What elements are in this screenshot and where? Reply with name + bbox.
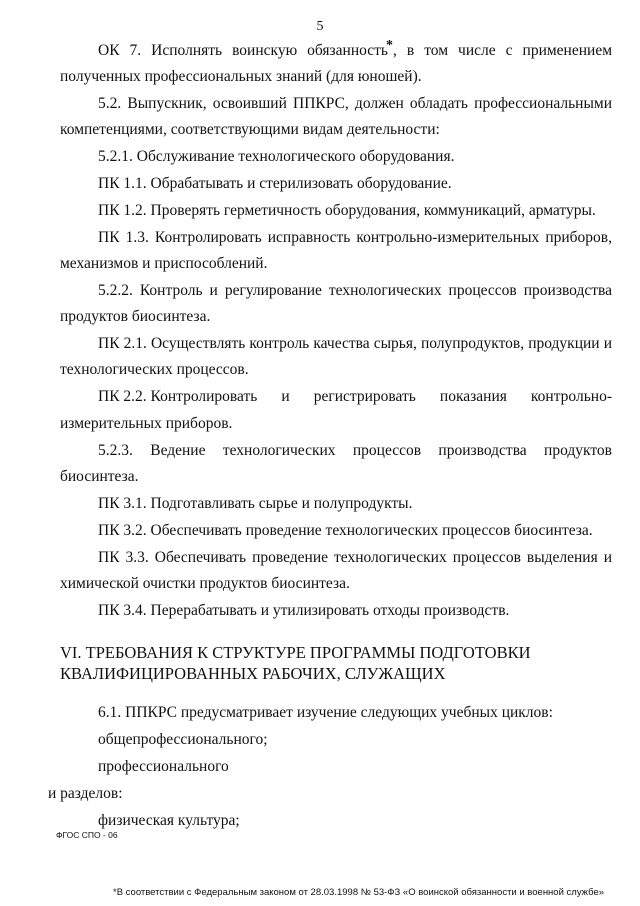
- list-item-physical-culture: физическая культура;: [98, 812, 240, 829]
- pk22-word-1: ПК 2.2. Контролировать: [98, 388, 258, 405]
- paragraph-pk-3-4: ПК 3.4. Перерабатывать и утилизировать отходы производств.: [98, 602, 510, 619]
- section-title-line-2: КВАЛИФИЦИРОВАННЫХ РАБОЧИХ, СЛУЖАЩИХ: [60, 664, 446, 683]
- paragraph-pk-3-1: ПК 3.1. Подготавливать сырье и полупродукты.: [98, 495, 413, 512]
- paragraph-5-2-2: 5.2.2. Контроль и регулирование технологических процессов производства продуктов биосинтеза.: [60, 282, 612, 325]
- paragraph-6-1: 6.1. ППКРС предусматривает изучение следующих учебных циклов:: [98, 704, 553, 721]
- list-item-professional: профессионального: [98, 758, 229, 775]
- pk22-word-5: контрольно-: [530, 388, 612, 405]
- paragraph-5-2: 5.2. Выпускник, освоивший ППКРС, должен обладать профессиональными компетенциями, соответствующими видам деятельности:: [60, 95, 612, 138]
- pk22-word-4: показания: [439, 388, 507, 405]
- paragraph-5-2-3: 5.2.3. Ведение технологических процессов производства продуктов биосинтеза.: [60, 442, 612, 485]
- paragraph-pk-1-3: ПК 1.3. Контролировать исправность контрольно-измерительных приборов, механизмов и приспособлений.: [60, 229, 612, 272]
- pk22-word-2: и: [281, 388, 290, 405]
- list-item-general-professional: общепрофессионального;: [98, 731, 268, 748]
- paragraph-pk-3-2: ПК 3.2. Обеспечивать проведение технологических процессов биосинтеза.: [98, 522, 593, 539]
- section-title-line-1: VI. ТРЕБОВАНИЯ К СТРУКТУРЕ ПРОГРАММЫ ПОДГОТОВКИ: [60, 643, 531, 662]
- paragraph-pk-3-3: ПК 3.3. Обеспечивать проведение технологических процессов выделения и химической очистки продуктов биосинтеза.: [60, 549, 612, 592]
- paragraph-pk-2-1: ПК 2.1. Осуществлять контроль качества сырья, полупродуктов, продукции и технологических процессов.: [60, 335, 612, 378]
- paragraph-pk-2-2-line1: [60, 384, 612, 410]
- paragraph-pk-1-1: ПК 1.1. Обрабатывать и стерилизовать оборудование.: [98, 175, 452, 192]
- paragraph-ok7: ОК 7. Исполнять воинскую обязанность*, в том числе с применением полученных профессиональных знаний (для юношей).: [60, 37, 613, 85]
- pk22-word-3: регистрировать: [313, 388, 416, 405]
- page-number: 5: [316, 19, 324, 34]
- footer-code: ФГОС СПО - 06: [56, 830, 118, 840]
- paragraph-pk-2-2-line2: измерительных приборов.: [60, 415, 233, 432]
- paragraph-5-2-1: 5.2.1. Обслуживание технологического оборудования.: [98, 148, 455, 165]
- footnote-mark: *: [386, 37, 393, 53]
- ok7-text: ОК 7. Исполнять воинскую обязанность: [98, 42, 388, 59]
- section-title: [60, 642, 612, 684]
- paragraph-pk-1-2: ПК 1.2. Проверять герметичность оборудования, коммуникаций, арматуры.: [98, 202, 596, 219]
- ok7-text-cont: в том числе с применением полученных профессиональных знаний (для юношей).: [60, 42, 613, 85]
- paragraph-and-sections: и разделов:: [48, 785, 123, 802]
- footnote: *В соответствии с Федеральным законом от 28.03.1998 № 53-ФЗ «О воинской обязанности и военной службе»: [113, 887, 605, 898]
